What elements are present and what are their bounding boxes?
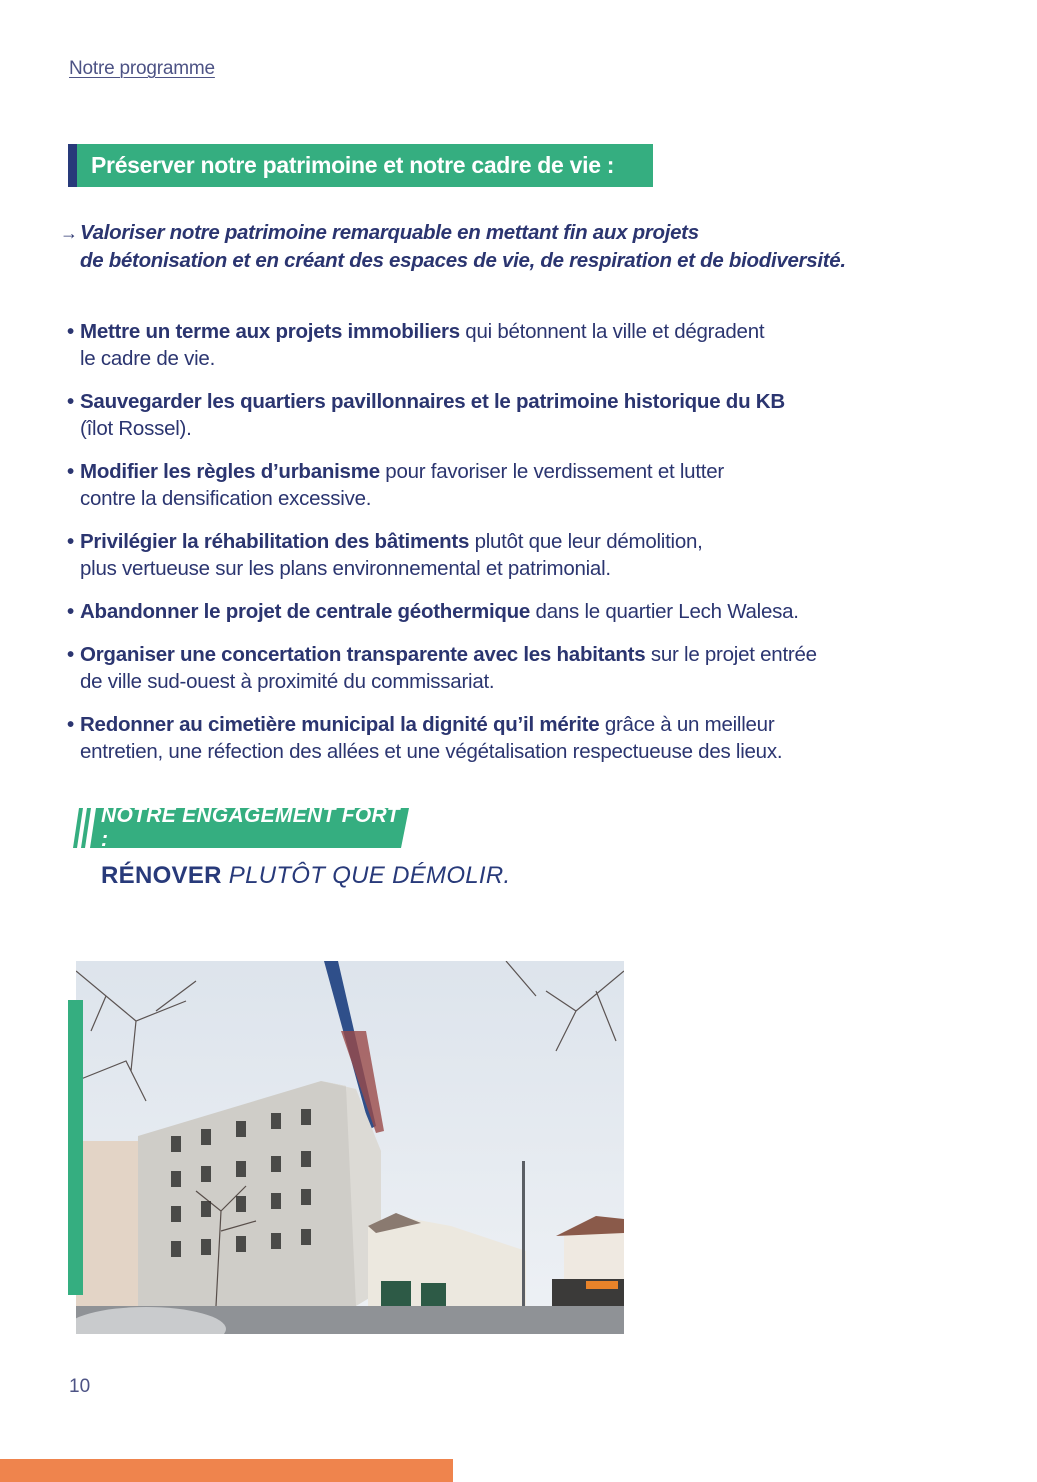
bullet-text: sur le projet entrée [645, 643, 817, 666]
bullet-text: pour favoriser le verdissement et lutter [379, 460, 724, 483]
bullet-icon: • [67, 320, 74, 343]
bullet-bold: Abandonner le projet de centrale géothermique [80, 600, 531, 623]
intro-line-2: de bétonisation et en créant des espaces de vie, de respiration et de biodiversité. [80, 249, 846, 272]
bullet-text: dans le quartier Lech Walesa. [530, 600, 799, 623]
bullet-text-cont: contre la densification excessive. [80, 487, 372, 510]
list-item [67, 318, 927, 372]
building-photo [76, 961, 624, 1334]
section-title: Préserver notre patrimoine et notre cadre de vie : [77, 144, 653, 187]
intro-line-1: Valoriser notre patrimoine remarquable en mettant fin aux projets [80, 221, 699, 244]
bullet-text: plutôt que leur démolition, [469, 530, 703, 553]
bullet-list [67, 318, 927, 781]
footer-accent-bar [0, 1459, 453, 1482]
page-number: 10 [69, 1376, 91, 1397]
list-item [67, 528, 927, 582]
construction-building-image [76, 961, 624, 1334]
list-item [67, 458, 927, 512]
section-header-stripe [68, 144, 77, 187]
bullet-text-cont: (îlot Rossel). [80, 417, 192, 440]
engagement-bold: RÉNOVER [101, 862, 222, 889]
bullet-text-cont: entretien, une réfection des allées et une végétalisation respectueuse des lieux. [80, 740, 783, 763]
bullet-text: qui bétonnent la ville et dégradent [459, 320, 765, 343]
bullet-bold: Modifier les règles d’urbanisme [80, 460, 380, 483]
section-header [68, 144, 653, 187]
bullet-icon: • [67, 460, 74, 483]
list-item [67, 388, 927, 442]
bullet-text-cont: plus vertueuse sur les plans environnemental et patrimonial. [80, 557, 611, 580]
bullet-text-cont: le cadre de vie. [80, 347, 216, 370]
intro-statement [60, 219, 846, 275]
accent-vertical-bar [68, 1000, 83, 1295]
engagement-italic: PLUTÔT QUE DÉMOLIR. [221, 862, 511, 889]
bullet-text-cont: de ville sud-ouest à proximité du commissariat. [80, 670, 495, 693]
bullet-bold: Organiser une concertation transparente avec les habitants [80, 643, 646, 666]
list-item [67, 711, 927, 765]
arrow-right-icon: → [60, 223, 78, 243]
bullet-bold: Sauvegarder les quartiers pavillonnaires et le patrimoine historique du KB [80, 390, 785, 413]
bullet-text: grâce à un meilleur [599, 713, 775, 736]
engagement-banner [68, 804, 413, 851]
bullet-icon: • [67, 643, 74, 666]
engagement-statement [101, 862, 511, 890]
list-item [67, 641, 927, 695]
bullet-icon: • [67, 390, 74, 413]
bullet-bold: Privilégier la réhabilitation des bâtiments [80, 530, 470, 553]
bullet-bold: Redonner au cimetière municipal la dignité qu’il mérite [80, 713, 600, 736]
bullet-bold: Mettre un terme aux projets immobiliers [80, 320, 460, 343]
list-item [67, 598, 927, 625]
bullet-icon: • [67, 600, 74, 623]
breadcrumb-link[interactable]: Notre programme [69, 58, 215, 79]
bullet-icon: • [67, 530, 74, 553]
bullet-icon: • [67, 713, 74, 736]
engagement-banner-label: NOTRE ENGAGEMENT FORT : [101, 804, 400, 851]
